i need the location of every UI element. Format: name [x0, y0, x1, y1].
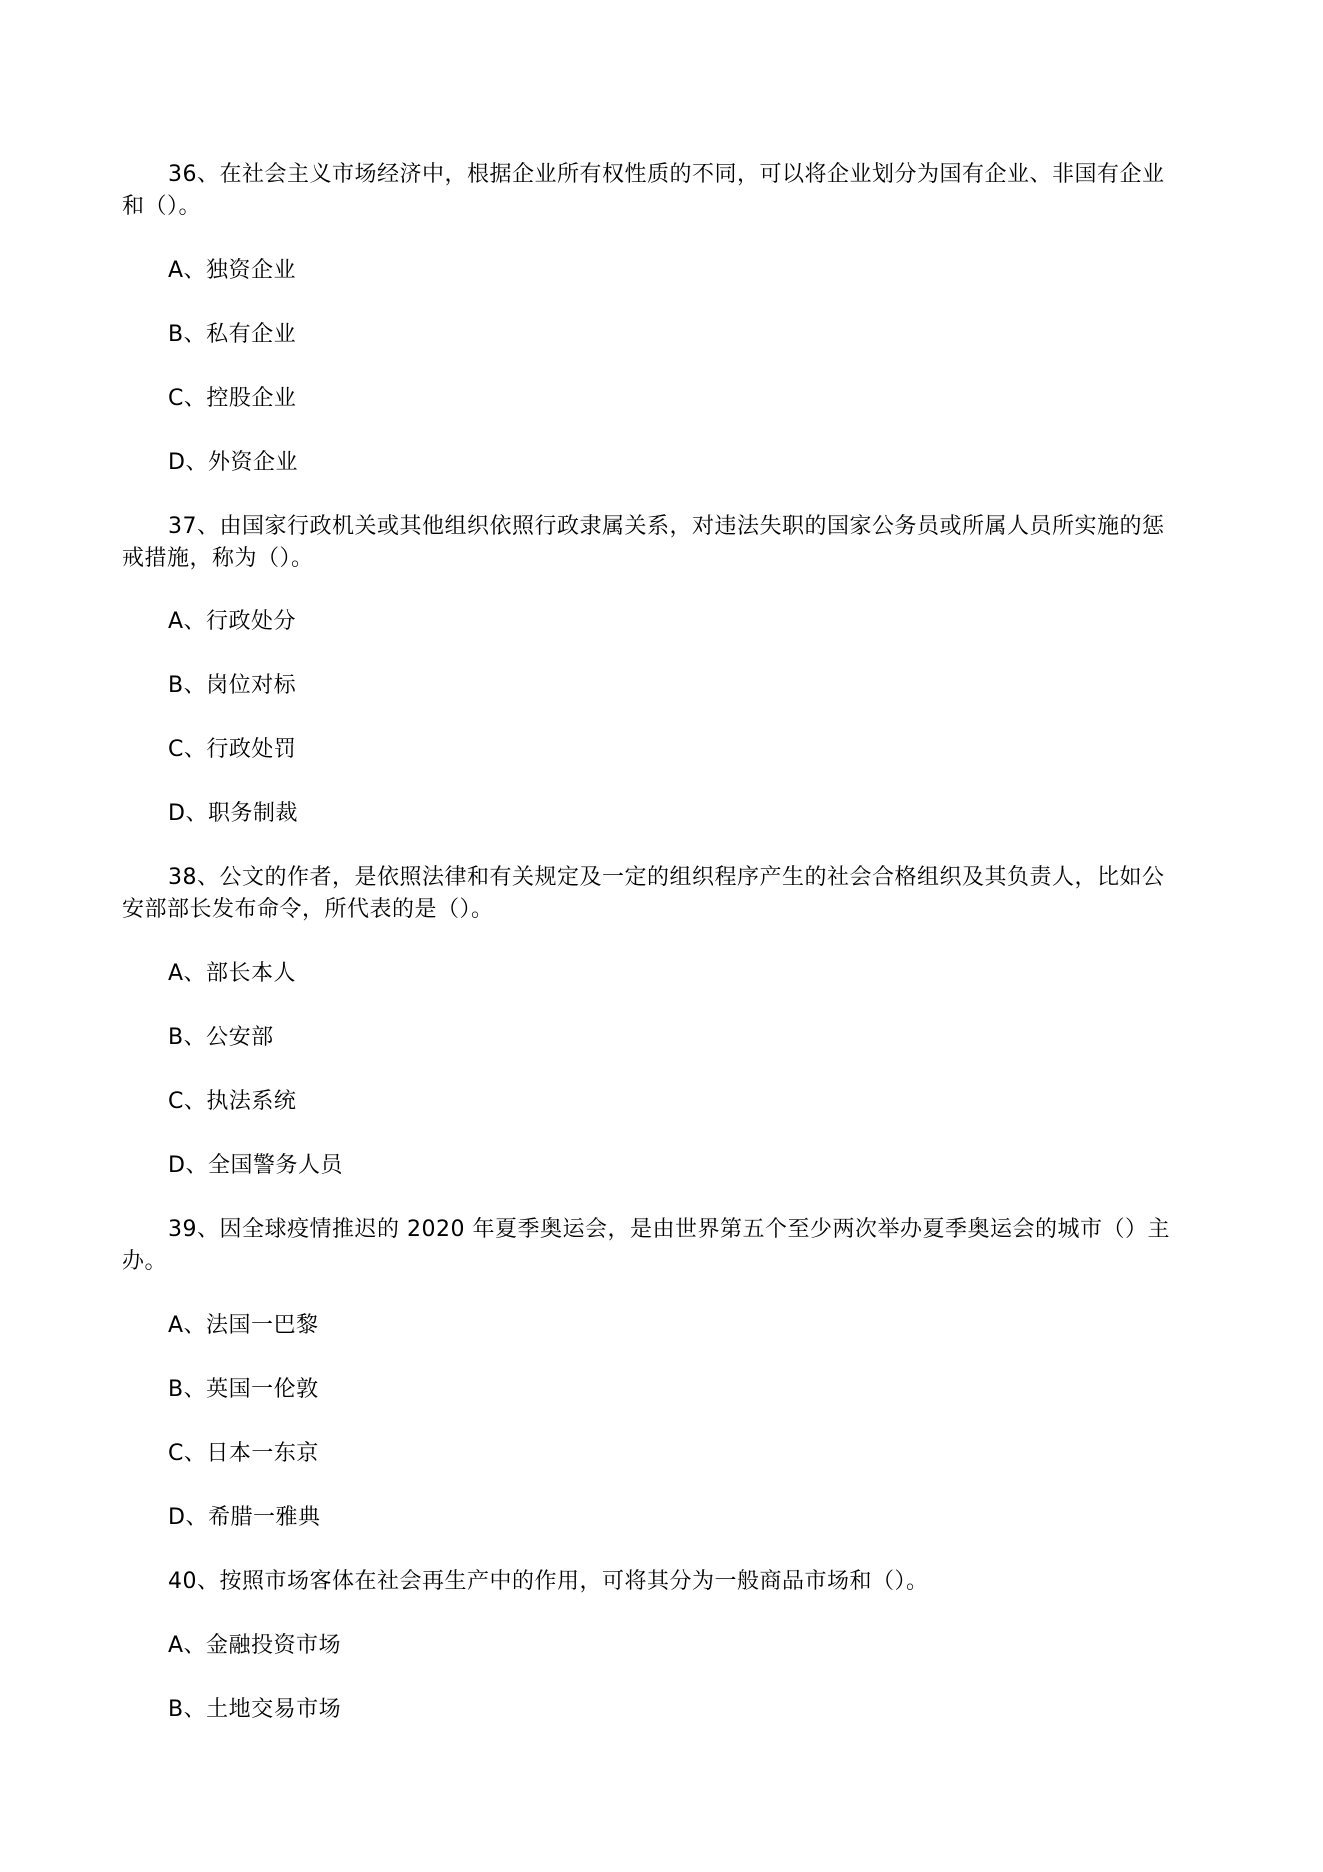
- question-37-option-b: B、岗位对标: [168, 673, 297, 698]
- question-40-option-b: B、土地交易市场: [168, 1697, 342, 1722]
- question-37-option-c: C、行政处罚: [168, 737, 297, 762]
- question-39-stem-line1: 39、因全球疫情推迟的 2020 年夏季奥运会，是由世界第五个至少两次举办夏季奥运会的城市（）主: [168, 1217, 1170, 1242]
- question-36-option-a: A、独资企业: [168, 258, 297, 283]
- question-40-option-a: A、金融投资市场: [168, 1633, 342, 1658]
- question-37-option-d: D、职务制裁: [168, 801, 298, 826]
- question-36-option-c: C、控股企业: [168, 386, 297, 411]
- question-38-option-b: B、公安部: [168, 1025, 274, 1050]
- question-38-stem-line2: 安部部长发布命令，所代表的是（）。: [122, 897, 494, 922]
- question-39-option-d: D、希腊一雅典: [168, 1505, 321, 1530]
- question-38-option-d: D、全国警务人员: [168, 1153, 343, 1178]
- question-38-option-a: A、部长本人: [168, 961, 297, 986]
- question-39-option-c: C、日本一东京: [168, 1441, 319, 1466]
- question-39-option-a: A、法国一巴黎: [168, 1313, 319, 1338]
- question-40-stem-line1: 40、按照市场客体在社会再生产中的作用，可将其分为一般商品市场和（）。: [168, 1569, 929, 1594]
- question-39-stem-line2: 办。: [122, 1249, 168, 1274]
- question-38-option-c: C、执法系统: [168, 1089, 297, 1114]
- question-38-stem-line1: 38、公文的作者，是依照法律和有关规定及一定的组织程序产生的社会合格组织及其负责人，比如公: [168, 865, 1165, 890]
- question-36-stem-line1: 36、在社会主义市场经济中，根据企业所有权性质的不同，可以将企业划分为国有企业、非国有企业: [168, 162, 1165, 187]
- question-36-stem-line2: 和（）。: [122, 194, 202, 219]
- question-37-option-a: A、行政处分: [168, 609, 297, 634]
- question-39-option-b: B、英国一伦敦: [168, 1377, 319, 1402]
- question-36-option-b: B、私有企业: [168, 322, 297, 347]
- question-37-stem-line2: 戒措施，称为（）。: [122, 546, 314, 571]
- question-36-option-d: D、外资企业: [168, 450, 298, 475]
- question-37-stem-line1: 37、由国家行政机关或其他组织依照行政隶属关系，对违法失职的国家公务员或所属人员所实施的惩: [168, 514, 1165, 539]
